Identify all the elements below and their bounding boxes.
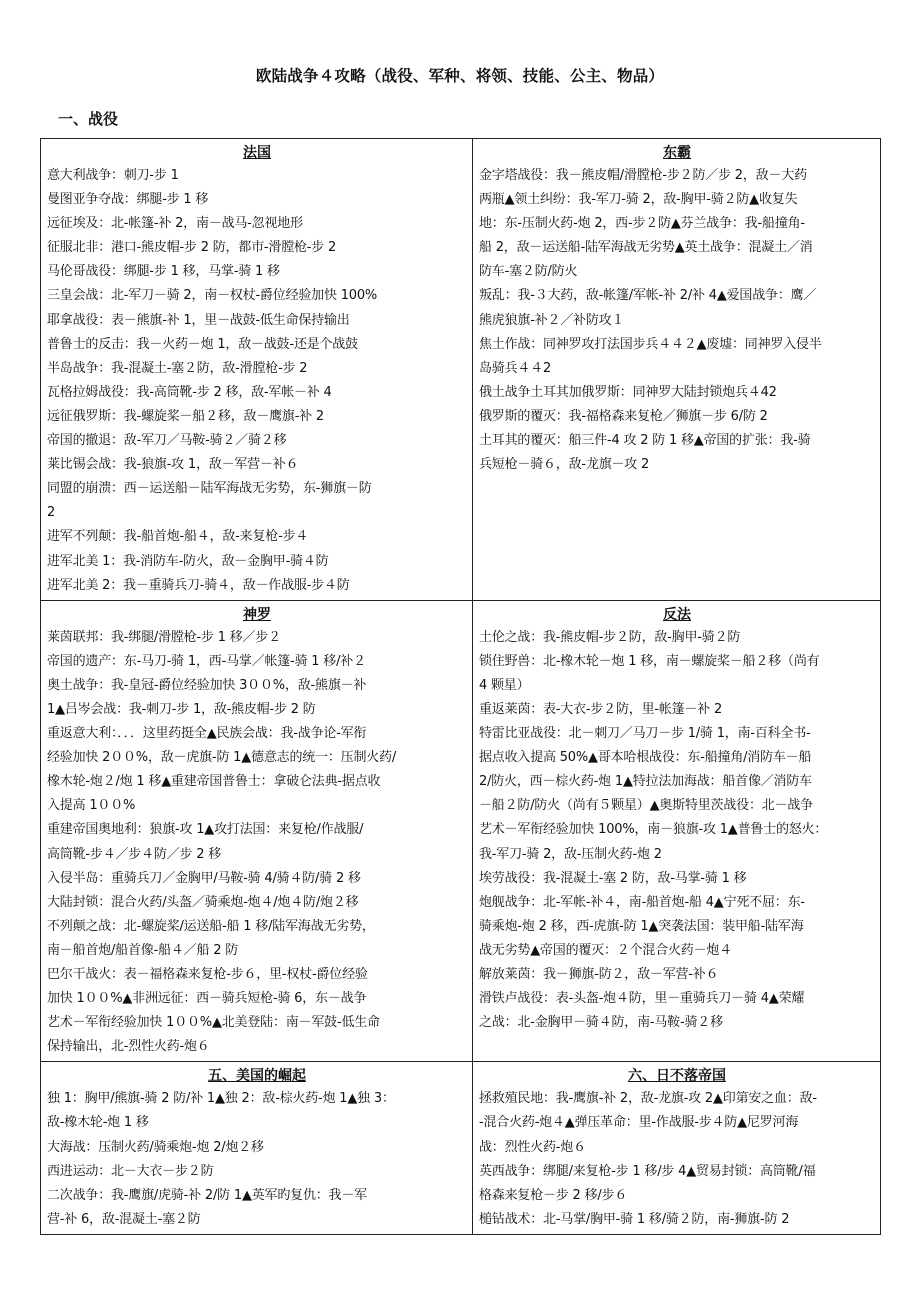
text-line: 艺术－军衔经验加快 100%，南－狼旗-攻 1▲普鲁士的怒火： [479, 822, 828, 838]
text-line: 不列颠之战：北-螺旋桨/运送船-船 1 移/陆军海战无劣势， [47, 918, 375, 934]
table-row [41, 139, 881, 601]
text-line: 半岛战争：我-混凝土-塞２防，敌-滑膛枪-步 2 [47, 360, 308, 376]
text-line: 加快 1００%▲非洲远征：西－骑兵短枪-骑 6，东－战争 [47, 991, 367, 1007]
text-line: 三皇会战：北-军刀－骑 2，南－权杖-爵位经验加快 100% [47, 288, 378, 304]
cell-title: 法国 [243, 145, 271, 161]
document-title: 欧陆战争４攻略（战役、军种、将领、技能、公主、物品） [255, 67, 665, 85]
text-line: 槌钻战术：北-马掌/胸甲-骑 1 移/骑２防，南-狮旗-防 2 [479, 1211, 790, 1227]
text-line: 锁住野兽：北-橡木轮－炮 1 移，南－螺旋桨－船２移（尚有 [479, 653, 820, 669]
text-line: 滑铁卢战役：表-头盔-炮４防，里－重骑兵刀－骑 4▲荣耀 [479, 991, 805, 1007]
text-line: -混合火药-炮４▲弹压革命：里-作战服-步４防▲尼罗河海 [479, 1115, 799, 1131]
text-line: 二次战争：我-鹰旗/虎骑-补 2/防 1▲英军旳复仇：我－军 [47, 1187, 367, 1203]
text-line: 叛乱：我-３大药，敌-帐篷/军帐-补 2/补 4▲爱国战争：鹰／ [479, 288, 817, 304]
text-line: 西进运动：北－大衣－步２防 [47, 1163, 214, 1179]
campaign-cell-british-empire [473, 1062, 881, 1235]
text-line: 焦土作战：同神罗攻打法国步兵４４２▲废墟：同神罗入侵半 [479, 336, 822, 352]
cell-title: 五、美国的崛起 [208, 1068, 306, 1085]
cell-title: 神罗 [243, 606, 271, 623]
text-line: 意大利战争：刺刀-步 1 [47, 168, 179, 183]
text-line: 奥土战争：我-皇冠-爵位经验加快 3００%，敌-熊旗－补 [47, 677, 367, 693]
text-line: －船２防/防火（尚有５颗星）▲奥斯特里茨战役：北－战争 [479, 798, 813, 814]
text-line: 保持输出，北-烈性火药-炮６ [47, 1039, 210, 1055]
campaign-cell-east-hegemony [473, 139, 881, 601]
text-line: 营-补 6，敌-混凝土-塞２防 [47, 1211, 201, 1227]
text-line: 耶拿战役：表－熊旗-补 1，里－战鼓-低生命保持输出 [47, 312, 350, 328]
campaign-cell-holy-roman [41, 600, 473, 1062]
text-line: 防车-塞２防/防火 [479, 264, 578, 280]
text-line: 橡木轮-炮２/炮 1 移▲重建帝国普鲁士：拿破仑法典-据点收 [47, 774, 381, 790]
text-line: 土耳其的覆灭：船三件-4 攻 2 防 1 移▲帝国的扩张：我-骑 [479, 433, 811, 449]
text-line: 莱茵联邦：我-绑腿/滑膛枪-步 1 移／步２ [47, 629, 281, 645]
text-line: 2 [47, 505, 56, 521]
text-line: 拯救殖民地：我-鹰旗-补 2，敌-龙旗-攻 2▲印第安之血：敌- [479, 1091, 817, 1107]
text-line: 1▲吕岑会战：我-刺刀-步 1，敌-熊皮帽-步 2 防 [47, 701, 316, 717]
text-line: 4 颗星） [479, 677, 530, 693]
text-line: 两瓶▲领土纠纷：我-军刀-骑 2，敌-胸甲-骑２防▲收复失 [479, 192, 798, 208]
text-line: 炮舰战争：北-军帐-补４，南-船首炮-船 4▲宁死不屈：东- [479, 894, 805, 910]
text-line: 同盟的崩溃：西－运送船－陆军海战无劣势，东-狮旗－防 [47, 481, 372, 497]
text-line: 熊虎狼旗-补２／补防攻１ [479, 312, 625, 328]
text-line: 高筒靴-步４／步４防／步 2 移 [47, 846, 222, 862]
text-line: 帝国的撤退：敌-军刀／马鞍-骑２／骑２移 [47, 433, 287, 449]
text-line: 大陆封锁：混合火药/头盔／骑乘炮-炮４/炮４防/炮２移 [47, 894, 359, 910]
text-line: 解放莱茵：我－狮旗-防２，敌－军营-补６ [479, 967, 719, 982]
text-line: 进军北美 1：我-消防车-防火，敌－金胸甲-骑４防 [47, 553, 329, 569]
text-line: 南－船首炮/船首像-船４／船 2 防 [47, 942, 239, 958]
table-row [41, 1062, 881, 1235]
text-line: 重返莱茵：表-大衣-步２防，里-帐篷－补 2 [479, 701, 723, 717]
text-line: 俄罗斯的覆灭：我-福格森来复枪／狮旗－步 6/防 2 [479, 408, 768, 424]
text-line: 埃劳战役：我-混凝土-塞 2 防，敌-马掌-骑 1 移 [479, 870, 747, 886]
text-line: 经验加快 2００%，敌－虎旗-防 1▲德意志的统一：压制火药/ [47, 750, 397, 766]
text-line: 特雷比亚战役：北－刺刀／马刀－步 1/骑 1，南-百科全书- [479, 726, 811, 742]
text-line: 大海战：压制火药/骑乘炮-炮 2/炮２移 [47, 1139, 264, 1155]
text-line: 巴尔干战火：表－福格森来复枪-步６，里-权杖-爵位经验 [47, 967, 368, 982]
text-line: 据点收入提高 50%▲哥本哈根战役：东-船撞角/消防车－船 [479, 750, 812, 766]
campaign-cell-france [41, 139, 473, 601]
table-row [41, 600, 881, 1062]
text-line: 地：东-压制火药-炮 2，西-步２防▲芬兰战争：我-船撞角- [479, 216, 805, 232]
text-line: 马伦哥战役：绑腿-步 1 移，马掌-骑 1 移 [47, 264, 280, 280]
text-line: 金字塔战役：我－熊皮帽/滑膛枪-步２防／步 2，敌－大药 [479, 168, 807, 183]
text-line: 帝国的遗产：东-马刀-骑 1，西-马掌／帐篷-骑 1 移/补２ [47, 653, 366, 669]
text-line: 骑乘炮-炮 2 移，西-虎旗-防 1▲突袭法国：装甲船-陆军海 [479, 918, 804, 934]
text-line: 敌-橡木轮-炮 1 移 [47, 1115, 149, 1131]
text-line: 普鲁士的反击：我－火药－炮 1，敌－战鼓-还是个战鼓 [47, 336, 358, 352]
text-line: 俄土战争土耳其加俄罗斯：同神罗大陆封锁炮兵４42 [479, 384, 777, 400]
text-line: 进军不列颠：我-船首炮-船４，敌-来复枪-步４ [47, 529, 309, 545]
text-line: 战无劣势▲帝国的覆灭：２个混合火药－炮４ [479, 942, 732, 958]
text-line: 岛骑兵４４2 [479, 360, 552, 376]
text-line: 英西战争：绑腿/来复枪-步 1 移/步 4▲贸易封锁：高筒靴/福 [479, 1163, 816, 1179]
text-line: 艺术－军衔经验加快 1００%▲北美登陆：南－军鼓-低生命 [47, 1015, 380, 1031]
cell-title: 反法 [663, 606, 691, 623]
text-line: 远征埃及：北-帐篷-补 2，南－战马-忽视地形 [47, 216, 303, 232]
text-line: 我-军刀-骑 2，敌-压制火药-炮 2 [479, 846, 662, 862]
text-line: 2/防火，西－棕火药-炮 1▲特拉法加海战：船首像／消防车 [479, 774, 812, 790]
campaign-table [40, 138, 881, 1235]
text-line: 土伦之战：我-熊皮帽-步２防，敌-胸甲-骑２防 [479, 629, 741, 645]
text-line: 入提高 1００% [47, 798, 136, 814]
text-line: 曼图亚争夺战：绑腿-步 1 移 [47, 192, 209, 208]
text-line: 莱比锡会战：我-狼旗-攻 1，敌－军营－补６ [47, 457, 299, 473]
text-line: 格森来复枪－步 2 移/步６ [479, 1187, 628, 1203]
text-line: 之战：北-金胸甲－骑４防，南-马鞍-骑２移 [479, 1015, 723, 1031]
text-line: 重建帝国奥地利：狼旗-攻 1▲攻打法国：来复枪/作战服/ [47, 822, 364, 838]
text-line: 远征俄罗斯：我-螺旋桨－船２移，敌－鹰旗-补 2 [47, 408, 324, 424]
text-line: 征服北非：港口-熊皮帽-步 2 防，都市-滑膛枪-步 2 [47, 240, 337, 256]
cell-title: 六、日不落帝国 [628, 1068, 726, 1085]
text-line: 独 1：胸甲/熊旗-骑 2 防/补 1▲独 2：敌-棕火药-炮 1▲独 3： [47, 1091, 395, 1107]
campaign-cell-anti-france [473, 600, 881, 1062]
text-line: 入侵半岛：重骑兵刀／金胸甲/马鞍-骑 4/骑４防/骑 2 移 [47, 870, 361, 886]
text-line: 进军北美 2：我－重骑兵刀-骑４，敌－作战服-步４防 [47, 577, 350, 593]
text-line: 瓦格拉姆战役：我-高筒靴-步 2 移，敌-军帐－补 4 [47, 384, 332, 400]
text-line: 战：烈性火药-炮６ [479, 1139, 586, 1155]
cell-title: 东霸 [663, 145, 691, 161]
section-heading: 一、战役 [58, 110, 119, 128]
text-line: 兵短枪－骑６，敌-龙旗－攻 2 [479, 457, 650, 473]
campaign-cell-usa-rise [41, 1062, 473, 1235]
text-line: 重返意大利：．．．这里药挺全▲民族会战：我-战争论-军衔 [47, 726, 367, 742]
text-line: 船 2，敌－运送船-陆军海战无劣势▲英土战争：混凝土／消 [479, 240, 813, 256]
